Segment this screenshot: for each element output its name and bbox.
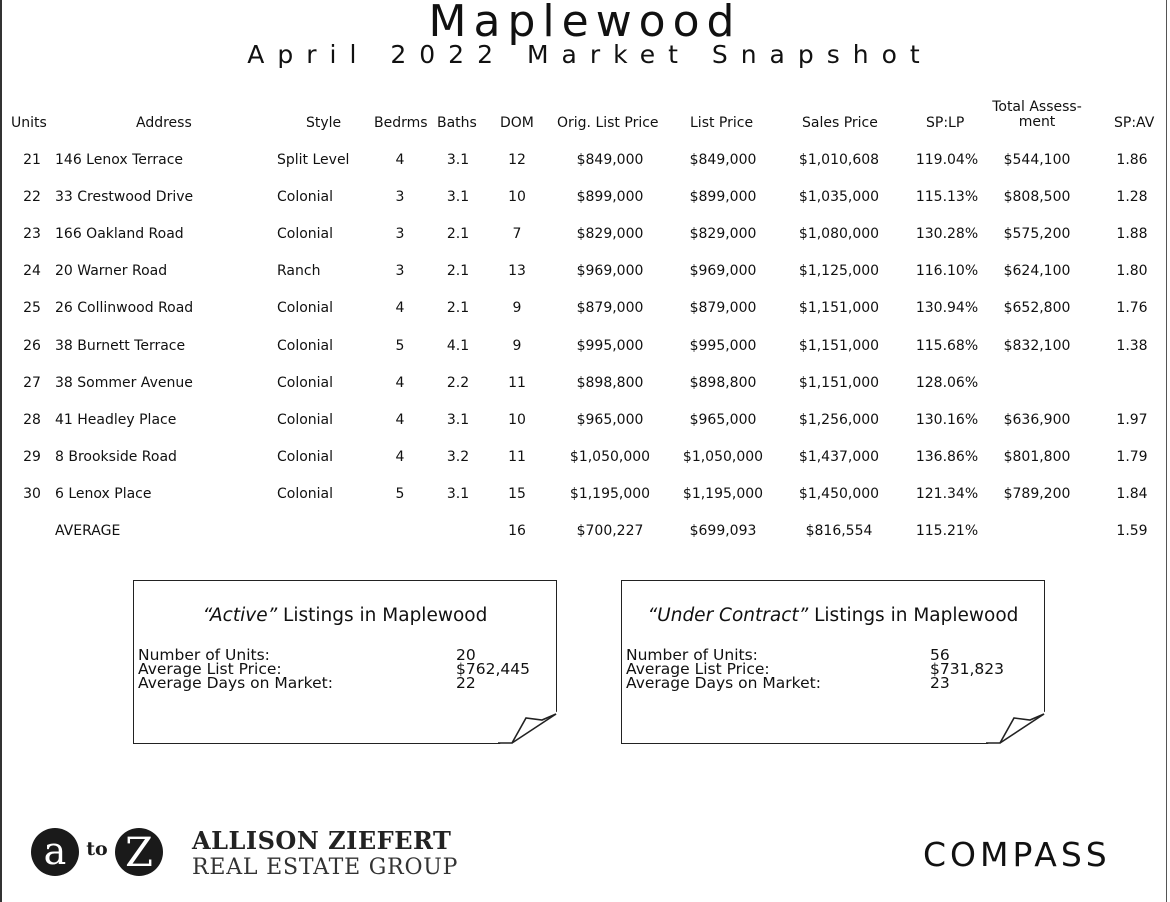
cell-address: 38 Sommer Avenue bbox=[55, 374, 193, 391]
cell-dom: 13 bbox=[508, 263, 526, 280]
cell-style: Ranch bbox=[277, 263, 321, 280]
cell-sales-price: $1,450,000 bbox=[798, 485, 880, 502]
cell-sales-price: $1,080,000 bbox=[798, 226, 880, 243]
cell-orig-list-price: $1,195,000 bbox=[569, 485, 651, 502]
cell-sp-av: 1.80 bbox=[1116, 263, 1148, 280]
cell-baths: 4.1 bbox=[446, 337, 470, 354]
cell-list-price: $699,093 bbox=[689, 523, 757, 539]
cell-bedrms: 4 bbox=[395, 411, 405, 428]
cell-address: 33 Crestwood Drive bbox=[55, 189, 194, 206]
table-row bbox=[0, 411, 1170, 448]
col-header-total-assessment-line1: Total Assess- bbox=[992, 99, 1082, 115]
cell-baths: 2.2 bbox=[446, 374, 470, 391]
cell-total-assessment: $652,800 bbox=[1003, 300, 1071, 317]
cell-sp-lp: 115.21% bbox=[915, 523, 979, 539]
table-row bbox=[0, 151, 1170, 188]
cell-sp-lp: 121.34% bbox=[915, 485, 979, 502]
contract-avg-list-price-value: $731,823 bbox=[930, 660, 1004, 678]
cell-style: Colonial bbox=[277, 411, 334, 428]
cell-style: Colonial bbox=[277, 226, 334, 243]
logo-to-glyph: to bbox=[86, 838, 108, 860]
brand-subtitle: REAL ESTATE GROUP bbox=[192, 855, 459, 880]
col-header-total-assessment-line2: ment bbox=[1018, 114, 1056, 130]
cell-sp-av: 1.86 bbox=[1116, 152, 1148, 168]
cell-baths: 2.1 bbox=[446, 226, 470, 243]
cell-bedrms: 4 bbox=[395, 374, 405, 391]
cell-total-assessment: $544,100 bbox=[1003, 152, 1071, 168]
active-avg-dom-label: Average Days on Market: bbox=[138, 674, 333, 692]
cell-baths: 3.2 bbox=[446, 448, 470, 465]
cell-list-price: $995,000 bbox=[689, 337, 757, 354]
cell-sales-price: $1,035,000 bbox=[798, 189, 880, 206]
cell-units: 24 bbox=[23, 263, 41, 280]
cell-address: 26 Collinwood Road bbox=[55, 300, 194, 317]
cell-sp-av: 1.76 bbox=[1116, 300, 1148, 317]
page-curl-icon bbox=[498, 711, 558, 745]
cell-sp-lp: 130.28% bbox=[915, 226, 979, 243]
cell-units: 29 bbox=[23, 448, 41, 465]
cell-sp-av: 1.84 bbox=[1116, 485, 1148, 502]
cell-list-price: $1,195,000 bbox=[682, 485, 764, 502]
cell-units: 23 bbox=[23, 226, 41, 243]
cell-sp-lp: 119.04% bbox=[915, 152, 979, 168]
col-header-baths: Baths bbox=[437, 115, 477, 131]
table-row bbox=[0, 262, 1170, 299]
cell-units: 30 bbox=[23, 485, 41, 502]
cell-address: 20 Warner Road bbox=[55, 263, 168, 280]
cell-orig-list-price: $898,800 bbox=[576, 374, 644, 391]
cell-baths: 3.1 bbox=[446, 189, 470, 206]
table-row bbox=[0, 225, 1170, 262]
cell-total-assessment: $801,800 bbox=[1003, 448, 1071, 465]
cell-style: Colonial bbox=[277, 189, 334, 206]
col-header-sp-av: SP:AV bbox=[1114, 115, 1155, 131]
cell-list-price: $898,800 bbox=[689, 374, 757, 391]
contract-units-label: Number of Units: bbox=[626, 646, 758, 664]
cell-sp-av: 1.38 bbox=[1116, 337, 1148, 354]
table-row bbox=[0, 448, 1170, 485]
cell-units: 25 bbox=[23, 300, 41, 317]
logo-z-glyph: Z bbox=[125, 830, 153, 876]
cell-bedrms: 3 bbox=[395, 263, 405, 280]
cell-dom: 7 bbox=[512, 226, 522, 243]
page-title: Maplewood bbox=[428, 0, 742, 47]
active-title-rest: Listings in Maplewood bbox=[277, 605, 488, 626]
cell-sp-lp: 116.10% bbox=[915, 263, 979, 280]
cell-style: Colonial bbox=[277, 448, 334, 465]
active-avg-list-price-value: $762,445 bbox=[456, 660, 530, 678]
cell-sp-av: 1.88 bbox=[1116, 226, 1148, 243]
cell-sales-price: $1,151,000 bbox=[798, 374, 880, 391]
cell-total-assessment: $624,100 bbox=[1003, 263, 1071, 280]
cell-style: Colonial bbox=[277, 337, 334, 354]
active-listings-title bbox=[134, 605, 556, 627]
cell-dom: 9 bbox=[512, 337, 522, 354]
cell-style: Colonial bbox=[277, 300, 334, 317]
col-header-list-price: List Price bbox=[690, 115, 754, 131]
cell-list-price: $965,000 bbox=[689, 411, 757, 428]
cell-orig-list-price: $969,000 bbox=[576, 263, 644, 280]
logo-a-glyph: a bbox=[43, 829, 67, 873]
table-row bbox=[0, 374, 1170, 411]
cell-sp-lp: 130.16% bbox=[915, 411, 979, 428]
cell-sales-price: $1,151,000 bbox=[798, 300, 880, 317]
cell-baths: 2.1 bbox=[446, 300, 470, 317]
cell-sp-lp: 115.13% bbox=[915, 189, 979, 206]
cell-bedrms: 3 bbox=[395, 189, 405, 206]
cell-units: 21 bbox=[23, 152, 41, 168]
cell-bedrms: 3 bbox=[395, 226, 405, 243]
cell-orig-list-price: $700,227 bbox=[576, 523, 644, 539]
under-contract-listings-box bbox=[621, 580, 1045, 744]
table-row bbox=[0, 337, 1170, 374]
cell-orig-list-price: $899,000 bbox=[576, 189, 644, 206]
cell-list-price: $1,050,000 bbox=[682, 448, 764, 465]
cell-sp-av: 1.97 bbox=[1116, 411, 1148, 428]
contract-avg-list-price-label: Average List Price: bbox=[626, 660, 770, 678]
cell-list-price: $849,000 bbox=[689, 152, 757, 168]
cell-sp-av: 1.79 bbox=[1116, 448, 1148, 465]
cell-sp-lp: 136.86% bbox=[915, 448, 979, 465]
cell-units: 22 bbox=[23, 189, 41, 206]
cell-orig-list-price: $849,000 bbox=[576, 152, 644, 168]
average-row bbox=[0, 522, 1170, 559]
cell-sp-lp: 130.94% bbox=[915, 300, 979, 317]
cell-list-price: $969,000 bbox=[689, 263, 757, 280]
col-header-units: Units bbox=[11, 115, 47, 131]
cell-orig-list-price: $879,000 bbox=[576, 300, 644, 317]
cell-style: Colonial bbox=[277, 374, 334, 391]
cell-orig-list-price: $965,000 bbox=[576, 411, 644, 428]
table-row bbox=[0, 299, 1170, 336]
active-listings-box bbox=[133, 580, 557, 744]
page-subtitle: April 2022 Market Snapshot bbox=[247, 40, 933, 69]
cell-list-price: $829,000 bbox=[689, 226, 757, 243]
col-header-style: Style bbox=[306, 115, 342, 131]
cell-total-assessment: $575,200 bbox=[1003, 226, 1071, 243]
cell-baths: 3.1 bbox=[446, 152, 470, 168]
contract-title-quoted: “Under Contract” bbox=[647, 605, 809, 626]
table-row bbox=[0, 485, 1170, 522]
cell-total-assessment: $789,200 bbox=[1003, 485, 1071, 502]
page-curl-icon bbox=[986, 711, 1046, 745]
cell-baths: 3.1 bbox=[446, 485, 470, 502]
contract-avg-dom-label: Average Days on Market: bbox=[626, 674, 821, 692]
active-title-quoted: “Active” bbox=[202, 605, 278, 626]
compass-logo: COMPASS bbox=[923, 835, 1111, 874]
cell-dom: 15 bbox=[508, 485, 526, 502]
under-contract-title bbox=[622, 605, 1044, 627]
cell-address: 166 Oakland Road bbox=[55, 226, 184, 243]
cell-dom: 9 bbox=[512, 300, 522, 317]
cell-dom: 10 bbox=[508, 189, 526, 206]
cell-address: 146 Lenox Terrace bbox=[55, 152, 184, 168]
cell-sales-price: $1,010,608 bbox=[798, 152, 880, 168]
cell-bedrms: 5 bbox=[395, 337, 405, 354]
cell-address: 38 Burnett Terrace bbox=[55, 337, 186, 354]
cell-baths: 2.1 bbox=[446, 263, 470, 280]
active-units-value: 20 bbox=[456, 646, 476, 664]
active-units-label: Number of Units: bbox=[138, 646, 270, 664]
cell-address: 6 Lenox Place bbox=[55, 485, 152, 502]
col-header-dom: DOM bbox=[500, 115, 534, 131]
contract-units-value: 56 bbox=[930, 646, 950, 664]
col-header-sp-lp: SP:LP bbox=[926, 115, 965, 131]
cell-bedrms: 5 bbox=[395, 485, 405, 502]
cell-units: 26 bbox=[23, 337, 41, 354]
contract-title-rest: Listings in Maplewood bbox=[808, 605, 1019, 626]
cell-total-assessment: $832,100 bbox=[1003, 337, 1071, 354]
cell-sp-lp: 128.06% bbox=[915, 374, 979, 391]
cell-orig-list-price: $829,000 bbox=[576, 226, 644, 243]
cell-orig-list-price: $995,000 bbox=[576, 337, 644, 354]
cell-bedrms: 4 bbox=[395, 152, 405, 168]
col-header-orig-list-price: Orig. List Price bbox=[557, 115, 659, 131]
cell-dom: 16 bbox=[508, 523, 526, 539]
cell-style: Colonial bbox=[277, 485, 334, 502]
cell-list-price: $899,000 bbox=[689, 189, 757, 206]
cell-dom: 11 bbox=[508, 374, 526, 391]
cell-sales-price: $1,256,000 bbox=[798, 411, 880, 428]
contract-avg-dom-value: 23 bbox=[930, 674, 950, 692]
cell-total-assessment: $636,900 bbox=[1003, 411, 1071, 428]
cell-sp-av: 1.28 bbox=[1116, 189, 1148, 206]
cell-style: Split Level bbox=[277, 152, 350, 168]
atoz-logo-icon bbox=[30, 827, 180, 877]
cell-address: 41 Headley Place bbox=[55, 411, 177, 428]
table-row bbox=[0, 188, 1170, 225]
cell-sales-price: $1,151,000 bbox=[798, 337, 880, 354]
cell-address: 8 Brookside Road bbox=[55, 448, 177, 465]
cell-dom: 11 bbox=[508, 448, 526, 465]
cell-sales-price: $1,125,000 bbox=[798, 263, 880, 280]
cell-address: AVERAGE bbox=[55, 523, 121, 539]
cell-dom: 10 bbox=[508, 411, 526, 428]
cell-units: 28 bbox=[23, 411, 41, 428]
cell-bedrms: 4 bbox=[395, 300, 405, 317]
cell-total-assessment: $808,500 bbox=[1003, 189, 1071, 206]
col-header-sales-price: Sales Price bbox=[802, 115, 878, 131]
cell-orig-list-price: $1,050,000 bbox=[569, 448, 651, 465]
cell-dom: 12 bbox=[508, 152, 526, 168]
cell-sp-av: 1.59 bbox=[1116, 523, 1148, 539]
cell-bedrms: 4 bbox=[395, 448, 405, 465]
cell-sales-price: $816,554 bbox=[805, 523, 873, 539]
cell-sales-price: $1,437,000 bbox=[798, 448, 880, 465]
col-header-total-assessment bbox=[992, 100, 1082, 130]
brand-name: ALLISON ZIEFERT bbox=[192, 826, 452, 855]
cell-sp-lp: 115.68% bbox=[915, 337, 979, 354]
active-avg-list-price-label: Average List Price: bbox=[138, 660, 282, 678]
cell-list-price: $879,000 bbox=[689, 300, 757, 317]
cell-baths: 3.1 bbox=[446, 411, 470, 428]
active-avg-dom-value: 22 bbox=[456, 674, 476, 692]
col-header-bedrms: Bedrms bbox=[374, 115, 428, 131]
cell-units: 27 bbox=[23, 374, 41, 391]
col-header-address: Address bbox=[136, 115, 192, 131]
